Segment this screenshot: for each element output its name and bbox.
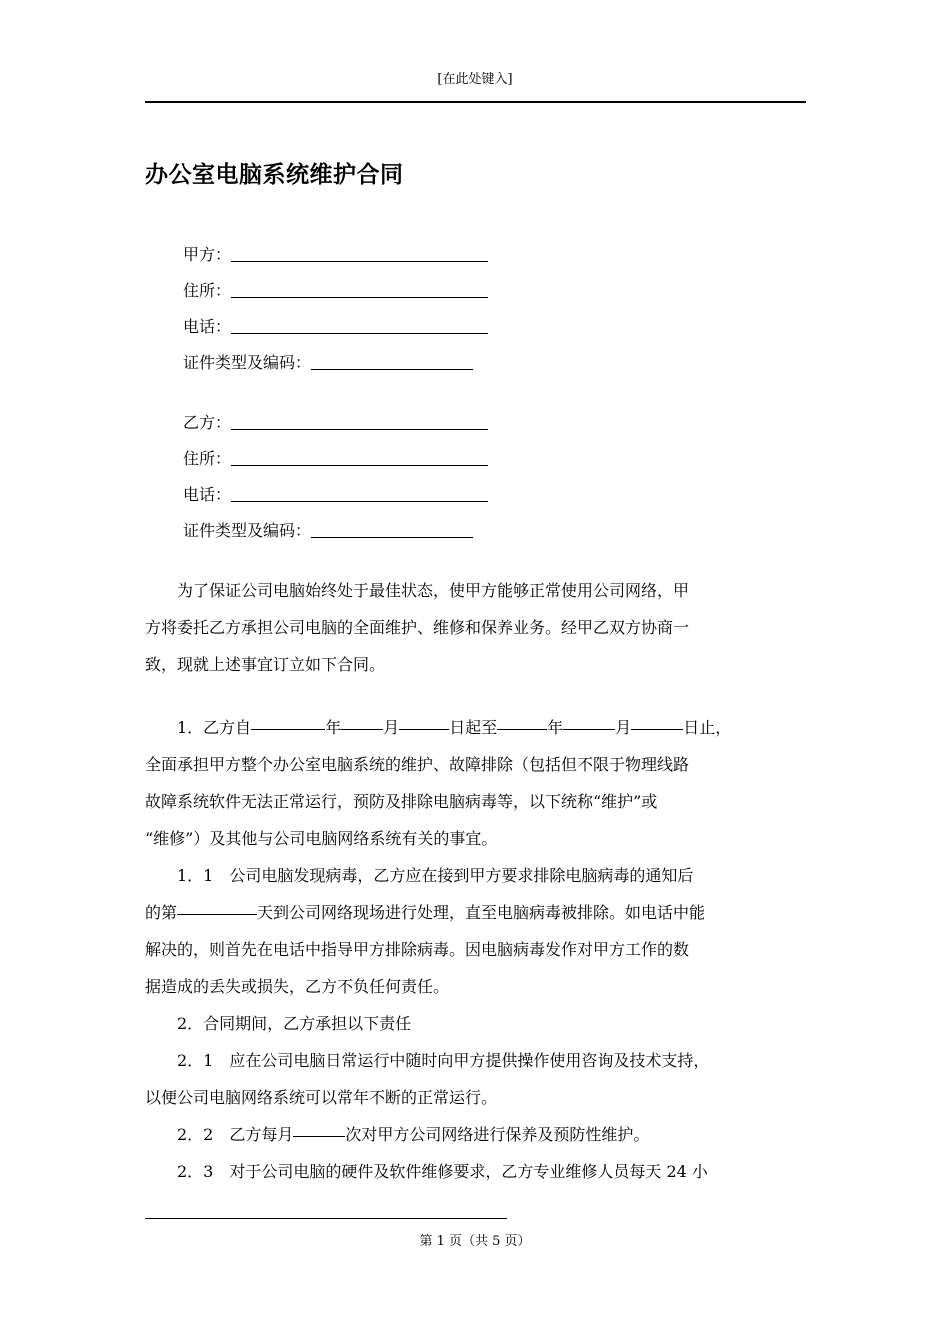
party-b-id-blank[interactable]	[311, 519, 473, 538]
page-header: [在此处键入]	[437, 72, 513, 87]
clause-1-text: 年	[325, 718, 342, 737]
party-b-address-field	[183, 447, 488, 471]
party-a-id-field	[183, 351, 473, 375]
start-day-blank[interactable]	[399, 709, 449, 730]
clause-1-1-line	[145, 894, 809, 931]
end-month-blank[interactable]	[563, 709, 615, 730]
header-divider	[145, 101, 806, 103]
clause-1-1-text: 的第	[145, 903, 178, 922]
clause-2-1-line: 2．1 应在公司电脑日常运行中随时向甲方提供操作使用咨询及技术支持，	[177, 1051, 710, 1070]
end-day-blank[interactable]	[631, 709, 683, 730]
clause-1-text: 1．乙方自	[177, 718, 252, 737]
clause-1-1-line: 解决的，则首先在电话中指导甲方排除病毒。因电脑病毒发作对甲方工作的数	[145, 940, 690, 959]
start-month-blank[interactable]	[341, 709, 383, 730]
clause-2-3-line: 2．3 对于公司电脑的硬件及软件维修要求，乙方专业维修人员每天 24 小	[177, 1162, 708, 1181]
maintenance-frequency-blank[interactable]	[293, 1116, 345, 1137]
party-b-id-field	[183, 519, 473, 543]
clause-1-line: 故障系统软件无法正常运行，预防及排除电脑病毒等，以下统称“维护”或	[145, 792, 658, 811]
end-year-blank[interactable]	[497, 709, 547, 730]
clause-1-text: 日起至	[449, 718, 498, 737]
party-b-id-label: 证件类型及编码：	[183, 521, 312, 540]
response-days-blank[interactable]	[177, 894, 257, 915]
party-b-name-label: 乙方：	[183, 413, 232, 432]
clause-2-1-line: 以便公司电脑网络系统可以常年不断的正常运行。	[145, 1088, 498, 1107]
clause-1-line	[145, 709, 809, 746]
party-a-address-label: 住所：	[183, 281, 232, 300]
party-b-address-blank[interactable]	[231, 447, 488, 466]
clause-1-line: 全面承担甲方整个办公室电脑系统的维护、故障排除（包括但不限于物理线路	[145, 755, 690, 774]
intro-line: 致，现就上述事宜订立如下合同。	[145, 655, 386, 674]
party-a-id-blank[interactable]	[311, 351, 473, 370]
clause-2-2-line	[145, 1116, 809, 1153]
party-a-address-blank[interactable]	[231, 279, 488, 298]
party-a-name-label: 甲方：	[183, 245, 232, 264]
party-b-phone-label: 电话：	[183, 485, 232, 504]
clause-2-line: 2．合同期间，乙方承担以下责任	[177, 1014, 412, 1033]
footer-divider	[145, 1218, 507, 1219]
clause-1-text: 月	[383, 718, 400, 737]
party-a-name-blank[interactable]	[231, 243, 488, 262]
party-a-phone-blank[interactable]	[231, 315, 488, 334]
clause-1-text: 日止，	[683, 718, 732, 737]
intro-line: 方将委托乙方承担公司电脑的全面维护、维修和保养业务。经甲乙双方协商一	[145, 618, 690, 637]
clause-1-line: “维修”）及其他与公司电脑网络系统有关的事宜。	[145, 829, 498, 848]
clause-1-1-line: 1．1 公司电脑发现病毒，乙方应在接到甲方要求排除电脑病毒的通知后	[177, 866, 694, 885]
page-number: 第 1 页（共 5 页）	[419, 1234, 531, 1249]
clause-1-1-line: 据造成的丢失或损失，乙方不负任何责任。	[145, 977, 450, 996]
intro-paragraph	[145, 572, 809, 683]
party-a-id-label: 证件类型及编码：	[183, 353, 312, 372]
party-b-name-field	[183, 411, 488, 435]
party-a-phone-label: 电话：	[183, 317, 232, 336]
party-b-name-blank[interactable]	[231, 411, 488, 430]
party-a-address-field	[183, 279, 488, 303]
party-b-phone-field	[183, 483, 488, 507]
party-b-address-label: 住所：	[183, 449, 232, 468]
clause-2-2-text: 次对甲方公司网络进行保养及预防性维护。	[345, 1125, 650, 1144]
clauses-body	[145, 709, 809, 1190]
document-title: 办公室电脑系统维护合同	[145, 161, 404, 188]
clause-1-1-text: 天到公司网络现场进行处理，直至电脑病毒被排除。如电话中能	[257, 903, 706, 922]
clause-1-text: 年	[547, 718, 564, 737]
clause-1-text: 月	[615, 718, 632, 737]
start-year-blank[interactable]	[251, 709, 325, 730]
party-b-phone-blank[interactable]	[231, 483, 488, 502]
intro-line: 为了保证公司电脑始终处于最佳状态，使甲方能够正常使用公司网络，甲	[177, 581, 690, 600]
party-a-phone-field	[183, 315, 488, 339]
party-a-name-field	[183, 243, 488, 267]
clause-2-2-text: 2．2 乙方每月	[177, 1125, 294, 1144]
